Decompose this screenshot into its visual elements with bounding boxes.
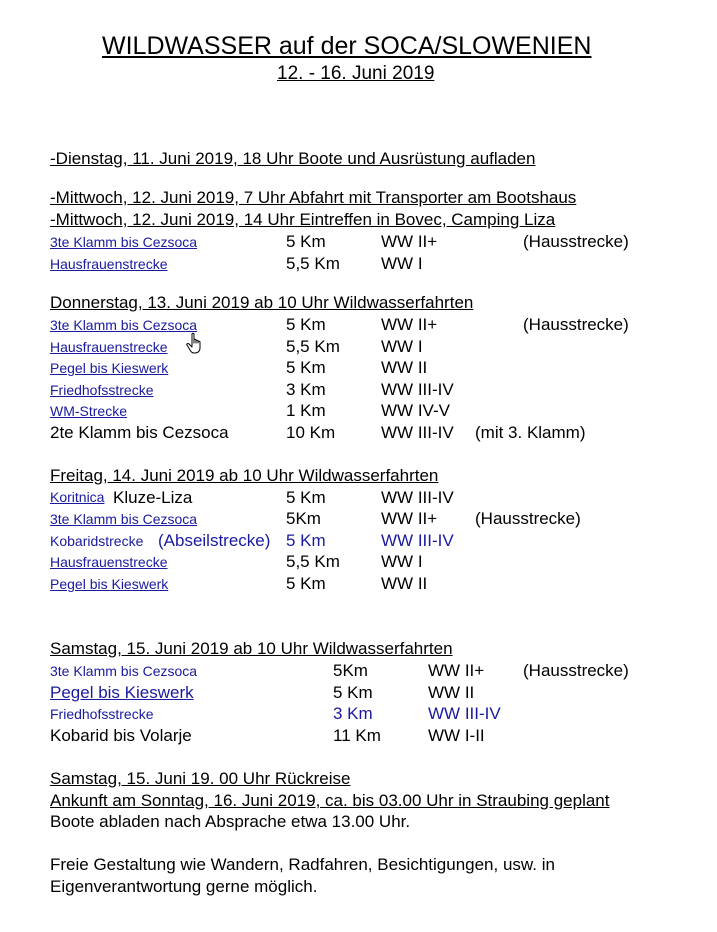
route-name: Kluze-Liza — [113, 488, 193, 507]
dienstag-line: -Dienstag, 11. Juni 2019, 18 Uhr Boote und Ausrüstung aufladen — [50, 149, 536, 168]
route-link[interactable]: 3te Klamm bis Cezsoca — [50, 317, 198, 333]
route-grade: WW I-II — [428, 726, 485, 745]
route-grade: WW III-IV — [381, 488, 454, 507]
mittwoch-line-1: -Mittwoch, 12. Juni 2019, 7 Uhr Abfahrt mit Transporter am Bootshaus — [50, 188, 577, 207]
route-grade: WW II — [381, 574, 428, 593]
route-km: 5 Km — [286, 358, 326, 377]
boote-abladen-line: Boote abladen nach Absprache etwa 13.00 Uhr. — [50, 812, 411, 831]
route-km: 3 Km — [333, 704, 373, 723]
route-grade: WW II+ — [428, 661, 485, 680]
route-link[interactable]: Pegel bis Kieswerk — [50, 576, 169, 592]
route-note: (Hausstrecke) — [523, 232, 629, 251]
rueckreise-line: Samstag, 15. Juni 19. 00 Uhr Rückreise — [50, 769, 351, 788]
route-note: (Hausstrecke) — [523, 661, 629, 680]
donnerstag-heading: Donnerstag, 13. Juni 2019 ab 10 Uhr Wildwasserfahrten — [50, 293, 474, 312]
route-note: (Hausstrecke) — [475, 509, 581, 528]
route-grade: WW III-IV — [428, 704, 501, 723]
route-km: 5,5 Km — [286, 337, 340, 356]
ankunft-line: Ankunft am Sonntag, 16. Juni 2019, ca. bis 03.00 Uhr in Straubing geplant — [50, 791, 610, 810]
route-note: (mit 3. Klamm) — [475, 423, 586, 442]
page-title: WILDWASSER auf der SOCA/SLOWENIEN — [102, 32, 592, 60]
route-name-extra: (Abseilstrecke) — [158, 531, 271, 550]
freitag-heading: Freitag, 14. Juni 2019 ab 10 Uhr Wildwasserfahrten — [50, 466, 439, 485]
route-link[interactable]: Pegel bis Kieswerk — [50, 360, 169, 376]
route-grade: WW II — [428, 683, 475, 702]
route-grade: WW I — [381, 254, 423, 273]
route-name: Kobaridstrecke — [50, 533, 144, 549]
route-km: 5 Km — [286, 232, 326, 251]
route-link[interactable]: Hausfrauenstrecke — [50, 554, 168, 570]
route-km: 3 Km — [286, 380, 326, 399]
samstag-heading: Samstag, 15. Juni 2019 ab 10 Uhr Wildwasserfahrten — [50, 639, 453, 658]
route-grade: WW III-IV — [381, 423, 454, 442]
route-grade: WW IV-V — [381, 401, 450, 420]
route-link[interactable]: 3te Klamm bis Cezsoca — [50, 234, 198, 250]
hand-pointer-icon — [186, 332, 206, 356]
freie-gestaltung-line-2: Eigenverantwortung gerne möglich. — [50, 877, 318, 896]
route-km: 5 Km — [286, 574, 326, 593]
route-grade: WW II+ — [381, 509, 438, 528]
route-km: 11 Km — [333, 726, 381, 745]
mittwoch-line-2: -Mittwoch, 12. Juni 2019, 14 Uhr Eintreffen in Bovec, Camping Liza — [50, 210, 556, 229]
route-name: Friedhofsstrecke — [50, 706, 154, 722]
route-km: 5 Km — [286, 488, 326, 507]
route-link[interactable]: Hausfrauenstrecke — [50, 339, 168, 355]
route-grade: WW II+ — [381, 315, 438, 334]
route-grade: WW II+ — [381, 232, 438, 251]
route-km: 5Km — [333, 661, 368, 680]
freie-gestaltung-line-1: Freie Gestaltung wie Wandern, Radfahren, Besichtigungen, usw. in — [50, 855, 555, 874]
route-grade: WW I — [381, 337, 423, 356]
route-grade: WW II — [381, 358, 428, 377]
route-grade: WW III-IV — [381, 531, 454, 550]
route-link[interactable]: Hausfrauenstrecke — [50, 256, 168, 272]
route-link[interactable]: Friedhofsstrecke — [50, 382, 154, 398]
route-name: 2te Klamm bis Cezsoca — [50, 423, 229, 442]
route-km: 5 Km — [286, 315, 326, 334]
route-link[interactable]: WM-Strecke — [50, 403, 127, 419]
route-grade: WW III-IV — [381, 380, 454, 399]
route-name: Kobarid bis Volarje — [50, 726, 192, 745]
route-km: 5,5 Km — [286, 254, 340, 273]
route-km: 5Km — [286, 509, 321, 528]
route-km: 5 Km — [286, 531, 326, 550]
page-subtitle-date: 12. - 16. Juni 2019 — [277, 63, 435, 84]
route-note: (Hausstrecke) — [523, 315, 629, 334]
route-km: 1 Km — [286, 401, 326, 420]
route-km: 10 Km — [286, 423, 336, 442]
route-link[interactable]: Koritnica — [50, 489, 105, 505]
route-km: 5,5 Km — [286, 552, 340, 571]
route-link[interactable]: 3te Klamm bis Cezsoca — [50, 511, 198, 527]
route-km: 5 Km — [333, 683, 373, 702]
route-name: 3te Klamm bis Cezsoca — [50, 663, 198, 679]
route-link[interactable]: Pegel bis Kieswerk — [50, 683, 194, 702]
route-grade: WW I — [381, 552, 423, 571]
